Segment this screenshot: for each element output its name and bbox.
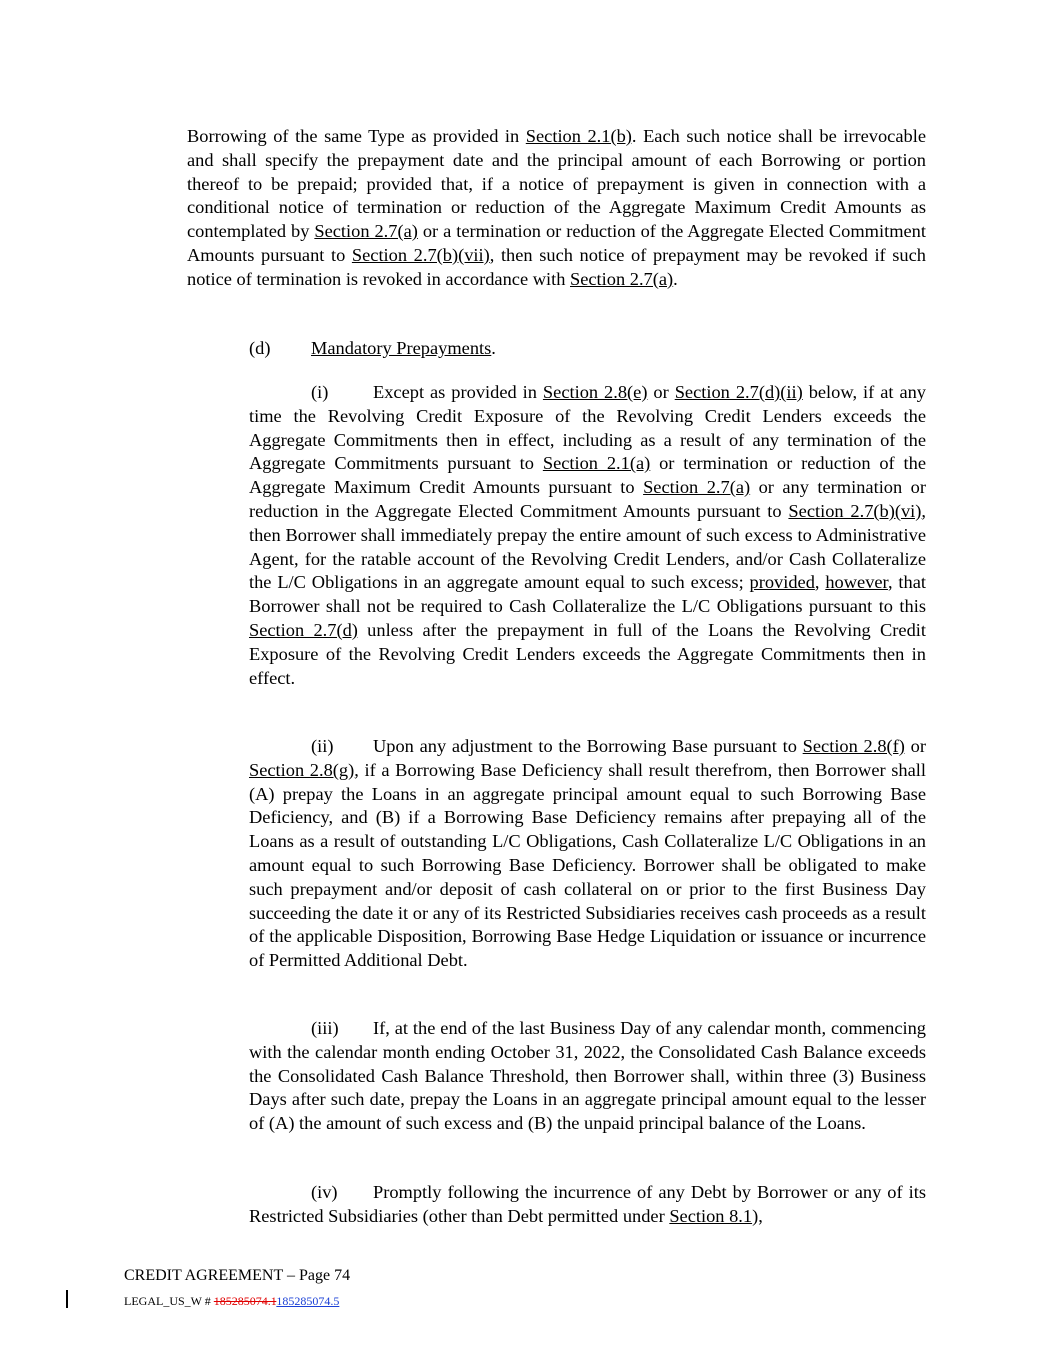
text-run: unless after the prepayment in full of the Loans the Revolving Credit Exposure of the Revolving Credit Lenders exceeds the Aggregate Commitments then in effect. bbox=[249, 619, 926, 688]
section-reference: Section 2.7(a) bbox=[643, 477, 751, 498]
paragraph-iii bbox=[249, 1017, 926, 1136]
paragraph-i bbox=[249, 381, 926, 690]
text-run: below, if at any time the Revolving Credit Exposure of the Revolving Credit Lenders exceeds the Aggregate Commitments then in effect, including as a result of any termination of the Aggregate Commitments pursuant to bbox=[249, 382, 926, 474]
text-run: or any termination or reduction in the Aggregate Elected Commitment Amounts pursuant to bbox=[249, 477, 926, 521]
footer-document-id bbox=[124, 1293, 339, 1309]
clause-number: (i) bbox=[311, 382, 329, 402]
clause-number: (ii) bbox=[311, 736, 334, 756]
text-run: or termination or reduction of the Aggregate Maximum Credit Amounts pursuant to bbox=[249, 453, 926, 498]
defined-term: however bbox=[825, 572, 888, 593]
text-run: If, at the end of the last Business Day of any calendar month, commencing with the calendar month ending October 31, 2022, the Consolidated Cash Balance exceeds the Consolidated Cash Balance Threshold, then Borrower shall, within three (3) Business Days after such date, prepay the Loans in an aggregate principal amount equal to the lesser of (A) the amount of such excess and (B) the unpaid principal balance of the Loans. bbox=[249, 1018, 926, 1134]
change-bar bbox=[66, 1290, 68, 1308]
text-run: Except as provided in bbox=[373, 382, 543, 402]
text-run: Promptly following the incurrence of any Debt by Borrower or any of its Restricted Subsidiaries (other than Debt permitted under bbox=[249, 1182, 926, 1226]
subsection-number: (d) bbox=[249, 338, 271, 358]
intro-paragraph bbox=[187, 125, 926, 292]
clause-number: (iv) bbox=[311, 1182, 338, 1202]
text-run: Upon any adjustment to the Borrowing Base pursuant to bbox=[373, 736, 803, 756]
doc-id-inserted: 185285074.5 bbox=[276, 1294, 340, 1308]
section-reference: Section 2.7(b)(vii) bbox=[351, 244, 490, 265]
text-run: or a termination or reduction of the Aggregate Elected Commitment Amounts pursuant to bbox=[187, 221, 926, 265]
section-reference: Section 2.8(g) bbox=[249, 759, 355, 780]
doc-id-deleted: 185285074.1 bbox=[213, 1294, 277, 1308]
section-reference: Section 2.7(a) bbox=[314, 221, 418, 242]
doc-id-prefix: LEGAL_US_W # bbox=[124, 1294, 214, 1308]
subsection-heading bbox=[249, 337, 496, 361]
footer-page-title: CREDIT AGREEMENT – Page 74 bbox=[124, 1267, 351, 1284]
text-run: , then such notice of prepayment may be revoked if such notice of termination is revoked in accordance with bbox=[187, 244, 926, 289]
section-reference: Section 8.1 bbox=[669, 1205, 753, 1226]
text-run: Borrowing of the same Type as provided in bbox=[187, 126, 526, 146]
section-reference: Section 2.1(a) bbox=[542, 453, 651, 474]
text-run: ), bbox=[752, 1205, 763, 1226]
defined-term: provided bbox=[749, 572, 815, 593]
text-run: , that Borrower shall not be required to Cash Collateralize the L/C Obligations pursuant to this bbox=[249, 572, 926, 617]
text-run: or bbox=[647, 382, 675, 402]
section-reference: Section 2.7(d) bbox=[249, 619, 358, 640]
text-run: or bbox=[904, 736, 926, 756]
text-run: , if a Borrowing Base Deficiency shall result therefrom, then Borrower shall (A) prepay the Loans in an aggregate principal amount equal to such Borrowing Base Deficiency, and (B) if a Borrowing Base Deficiency remains after prepaying all of the Loans as a result of outstanding L/C Obligations, Cash Collateralize L/C Obligations in an amount equal to such Borrowing Base Deficiency. Borrower shall be obligated to make such prepayment and/or deposit of cash collateral on or prior to the first Business Day succeeding the date it or any of its Restricted Subsidiaries receives cash proceeds as a result of the applicable Disposition, Borrowing Base Hedge Liquidation or issuance or incurrence of Permitted Additional Debt. bbox=[249, 759, 926, 971]
text-run: . bbox=[491, 338, 496, 358]
paragraph-ii bbox=[249, 735, 926, 973]
section-reference: Section 2.7(b)(vi) bbox=[788, 500, 922, 521]
section-reference: Section 2.8(f) bbox=[802, 736, 905, 756]
section-reference: Section 2.1(b) bbox=[525, 126, 632, 146]
section-reference: Section 2.8(e) bbox=[542, 382, 648, 402]
text-run: . bbox=[673, 268, 678, 289]
section-reference: Section 2.7(a) bbox=[570, 268, 674, 289]
clause-number: (iii) bbox=[311, 1018, 339, 1038]
subsection-title: Mandatory Prepayments bbox=[311, 338, 492, 358]
paragraph-iv bbox=[249, 1181, 926, 1229]
text-run: , bbox=[814, 572, 826, 593]
text-run: , then Borrower shall immediately prepay the entire amount of such excess to Administrative Agent, for the ratable account of the Revolving Credit Lenders, and/or Cash Collateralize the L/C Obligations in an aggregate amount equal to such excess; bbox=[249, 500, 926, 593]
text-run: . Each such notice shall be irrevocable and shall specify the prepayment date and the principal amount of each Borrowing or portion thereof to be prepaid; provided that, if a notice of prepayment is given in connection with a conditional notice of termination or reduction of the Aggregate Maximum Credit Amounts as contemplated by bbox=[187, 126, 926, 242]
section-reference: Section 2.7(d)(ii) bbox=[674, 382, 803, 402]
